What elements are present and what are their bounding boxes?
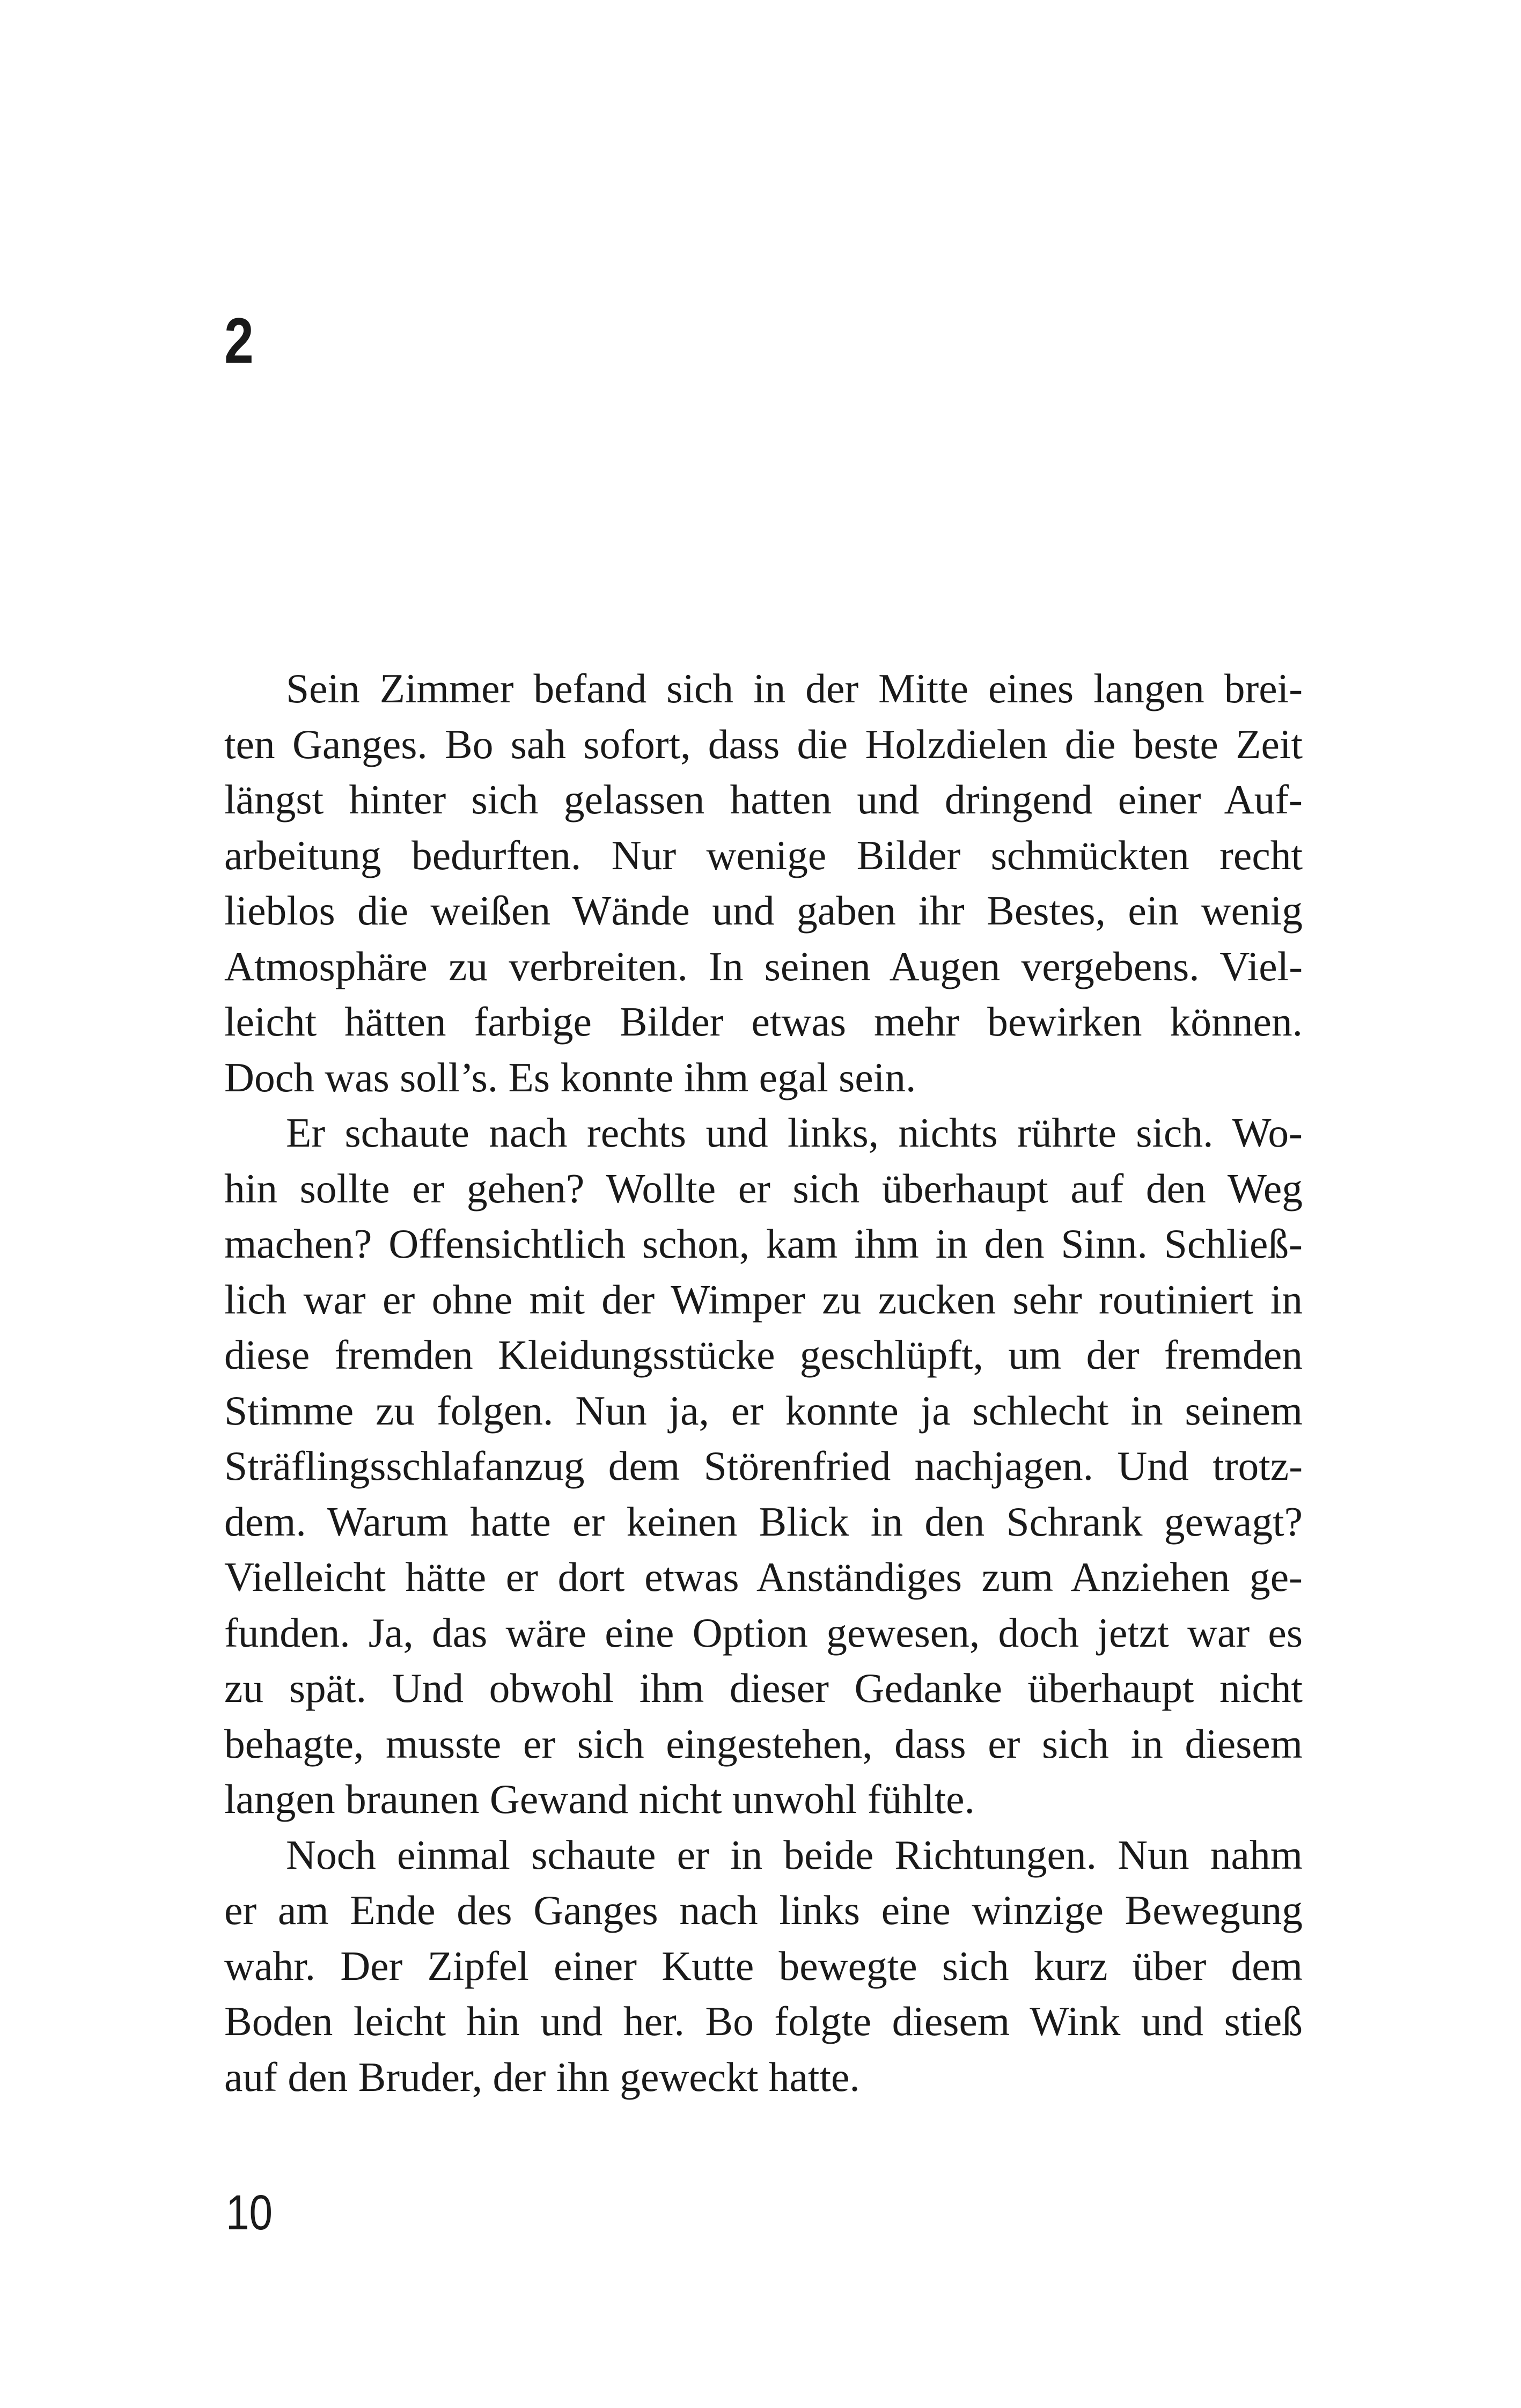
text-line: Vielleicht hätte er dort etwas Anständiges zum Anziehen ge- (224, 1554, 1303, 1600)
text-line: längst hinter sich gelassen hatten und dringend einer Auf- (224, 776, 1303, 823)
text-line: lieblos die weißen Wände und gaben ihr Bestes, ein wenig (224, 887, 1303, 934)
text-line: funden. Ja, das wäre eine Option gewesen, doch jetzt war es (224, 1609, 1303, 1656)
text-line: leicht hätten farbige Bilder etwas mehr bewirken können. (224, 999, 1303, 1045)
text-line: Noch einmal schaute er in beide Richtungen. Nun nahm (286, 1831, 1303, 1878)
text-line: zu spät. Und obwohl ihm dieser Gedanke überhaupt nicht (224, 1665, 1303, 1711)
text-line: langen braunen Gewand nicht unwohl fühlte. (224, 1776, 975, 1822)
text-line: dem. Warum hatte er keinen Blick in den Schrank gewagt? (224, 1498, 1303, 1545)
text-line: machen? Offensichtlich schon, kam ihm in den Sinn. Schließ- (224, 1221, 1303, 1267)
paragraph (224, 661, 1303, 1105)
page-number: 10 (226, 2185, 273, 2240)
paragraph (224, 1105, 1303, 1827)
text-line: er am Ende des Ganges nach links eine winzige Bewegung (224, 1887, 1303, 1933)
text-line: Er schaute nach rechts und links, nichts rührte sich. Wo- (286, 1110, 1303, 1156)
text-line: diese fremden Kleidungsstücke geschlüpft, um der fremden (224, 1332, 1303, 1378)
text-line: Doch was soll’s. Es konnte ihm egal sein. (224, 1054, 916, 1100)
text-line: behagte, musste er sich eingestehen, dass er sich in diesem (224, 1720, 1303, 1767)
text-line: auf den Bruder, der ihn geweckt hatte. (224, 2053, 860, 2100)
text-line: hin sollte er gehen? Wollte er sich überhaupt auf den Weg (224, 1165, 1303, 1212)
text-line: Boden leicht hin und her. Bo folgte diesem Wink und stieß (224, 1998, 1303, 2044)
text-line: Atmosphäre zu verbreiten. In seinen Augen vergebens. Viel- (224, 943, 1303, 989)
text-line: Sein Zimmer befand sich in der Mitte eines langen brei- (286, 665, 1303, 711)
paragraph (224, 1827, 1303, 2105)
text-line: lich war er ohne mit der Wimper zu zucken sehr routiniert in (224, 1276, 1303, 1323)
text-line: wahr. Der Zipfel einer Kutte bewegte sich kurz über dem (224, 1942, 1303, 1989)
chapter-number: 2 (224, 305, 254, 377)
body-text (224, 661, 1303, 2105)
text-line: ten Ganges. Bo sah sofort, dass die Holzdielen die beste Zeit (224, 721, 1303, 767)
text-line: Sträflingsschlafanzug dem Störenfried nachjagen. Und trotz- (224, 1443, 1303, 1489)
text-line: arbeitung bedurften. Nur wenige Bilder schmückten recht (224, 832, 1303, 878)
text-line: Stimme zu folgen. Nun ja, er konnte ja schlecht in seinem (224, 1387, 1303, 1434)
